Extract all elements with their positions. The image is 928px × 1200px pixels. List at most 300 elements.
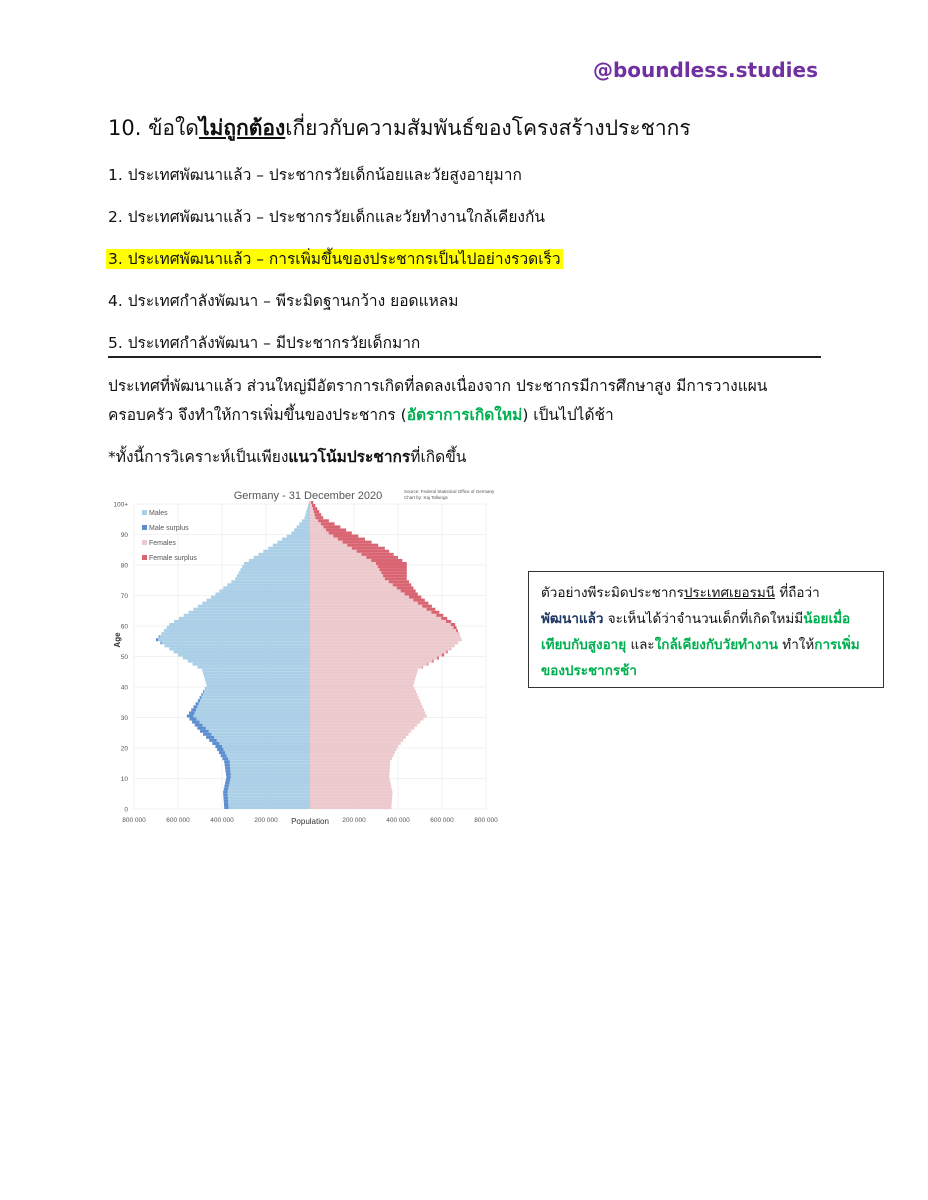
- bar-females: [310, 730, 411, 733]
- bar-male-surplus: [224, 797, 228, 800]
- bar-females: [310, 675, 416, 678]
- legend-female-surplus: Female surplus: [149, 555, 197, 562]
- bar-female-surplus: [383, 574, 407, 577]
- bar-female-surplus: [397, 586, 414, 589]
- bar-females: [310, 800, 392, 803]
- bar-females: [310, 589, 401, 592]
- bar-males: [229, 806, 310, 809]
- bar-females: [310, 687, 415, 690]
- y-tick-label: 30: [120, 715, 128, 722]
- callout-fewer-than-elderly: น้อยเมื่อเทียบกับสูงอายุ: [541, 611, 851, 653]
- bar-females: [310, 608, 427, 611]
- bar-females: [310, 641, 458, 644]
- bar-male-surplus: [224, 788, 228, 791]
- bar-females: [310, 538, 338, 541]
- bar-male-surplus: [200, 730, 209, 733]
- bar-male-surplus: [209, 739, 216, 742]
- bar-male-surplus: [225, 763, 230, 766]
- bar-female-surplus: [321, 522, 335, 525]
- bar-males: [214, 736, 310, 739]
- bar-males: [174, 620, 310, 623]
- bar-female-surplus: [347, 544, 378, 547]
- bar-males: [239, 571, 310, 574]
- question-suffix: เกี่ยวกับความสัมพันธ์ของโครงสร้างประชากร: [285, 116, 691, 140]
- bar-male-surplus: [195, 724, 203, 727]
- bar-female-surplus: [378, 565, 407, 568]
- bar-female-surplus: [357, 550, 390, 553]
- x-tick-label: 600 000: [166, 817, 190, 824]
- bar-females: [310, 565, 378, 568]
- bar-females: [310, 748, 396, 751]
- bar-male-surplus: [200, 696, 202, 699]
- bar-female-surplus: [432, 660, 433, 663]
- bar-male-surplus: [219, 751, 225, 754]
- bar-males: [227, 754, 310, 757]
- bar-female-surplus: [318, 519, 329, 522]
- bar-females: [310, 806, 391, 809]
- bar-females: [310, 547, 352, 550]
- bar-male-surplus: [198, 699, 200, 702]
- bar-males: [197, 666, 310, 669]
- bar-males: [179, 617, 310, 620]
- option-2: 2. ประเทศพัฒนาแล้ว – ประชากรวัยเด็กและวัยทำงานใกล้เคียงกัน: [108, 208, 545, 226]
- bar-male-surplus: [222, 757, 228, 760]
- bar-males: [169, 623, 310, 626]
- bar-females: [310, 571, 381, 574]
- callout-text-7: และ: [626, 637, 655, 653]
- bar-female-surplus: [401, 589, 416, 592]
- bar-male-surplus: [193, 705, 197, 708]
- bar-males: [193, 608, 310, 611]
- bar-male-surplus: [217, 748, 223, 751]
- y-tick-label: 0: [124, 806, 128, 814]
- bar-female-surplus: [442, 653, 444, 656]
- x-tick-label: 800 000: [122, 817, 146, 824]
- bar-females: [310, 519, 318, 522]
- chart-x-axis-label: Population: [291, 817, 329, 826]
- x-tick-label: 600 000: [430, 817, 454, 824]
- y-tick-label: 60: [120, 623, 128, 631]
- bar-females: [310, 782, 391, 785]
- bar-females: [310, 678, 415, 681]
- bar-female-surplus: [446, 620, 451, 623]
- bar-males: [211, 733, 310, 736]
- bar-males: [204, 690, 310, 693]
- callout-text-1: ตัวอย่างพีระมิดประชากร: [541, 585, 684, 601]
- bar-males: [219, 589, 310, 592]
- bar-males: [228, 791, 311, 794]
- bar-females: [310, 513, 315, 516]
- bar-females: [310, 788, 392, 791]
- explanation: [108, 372, 828, 430]
- chart-legend: [142, 510, 197, 562]
- bar-males: [200, 699, 310, 702]
- bar-females: [310, 751, 395, 754]
- note-bold: แนวโน้มประชากร: [288, 448, 411, 466]
- bar-males: [249, 559, 310, 562]
- bar-females: [310, 541, 343, 544]
- bar-female-surplus: [413, 599, 424, 602]
- bar-female-surplus: [366, 556, 398, 559]
- x-tick-label: 200 000: [342, 817, 366, 824]
- bar-males: [228, 803, 310, 806]
- bar-males: [193, 663, 310, 666]
- bar-males: [230, 763, 310, 766]
- bar-males: [162, 641, 310, 644]
- bar-female-surplus: [380, 568, 407, 571]
- bar-males: [228, 757, 310, 760]
- bar-females: [310, 718, 424, 721]
- option-5: 5. ประเทศกำลังพัฒนา – มีประชากรวัยเด็กมาก: [108, 334, 421, 352]
- bar-females: [310, 745, 398, 748]
- bar-males: [291, 531, 310, 534]
- bar-male-surplus: [212, 742, 219, 745]
- bar-female-surplus: [427, 608, 436, 611]
- bar-male-surplus: [224, 760, 230, 763]
- bar-males: [297, 525, 310, 528]
- bar-females: [310, 586, 397, 589]
- bar-males: [230, 766, 310, 769]
- bar-females: [310, 660, 432, 663]
- bar-females: [310, 766, 390, 769]
- bar-female-surplus: [313, 507, 317, 510]
- bar-female-surplus: [371, 559, 402, 562]
- bar-females: [310, 657, 437, 660]
- bar-male-surplus: [197, 727, 205, 730]
- bar-males: [299, 522, 310, 525]
- bar-females: [310, 553, 361, 556]
- x-tick-label: 400 000: [386, 817, 410, 824]
- bar-females: [310, 531, 329, 534]
- bar-females: [310, 708, 424, 711]
- bar-females: [310, 635, 460, 638]
- bar-males: [206, 727, 310, 730]
- answer-highlight: 3. ประเทศพัฒนาแล้ว – การเพิ่มขึ้นของประชากรเป็นไปอย่างรวดเร็ว: [108, 250, 561, 268]
- callout-text-3: ที่ถือว่า: [775, 585, 820, 601]
- bar-males: [188, 660, 310, 663]
- bar-female-surplus: [437, 657, 439, 660]
- legend-swatch-female-surplus: [142, 555, 147, 560]
- bar-females: [310, 626, 453, 629]
- bar-female-surplus: [409, 596, 421, 599]
- bar-male-surplus: [156, 638, 158, 641]
- legend-swatch-male-surplus: [142, 525, 147, 530]
- bar-females: [310, 775, 389, 778]
- bar-females: [310, 611, 431, 614]
- bar-females: [310, 736, 406, 739]
- bar-male-surplus: [221, 754, 227, 757]
- question-title: [108, 112, 691, 145]
- brand-handle: @boundless.studies: [592, 58, 818, 82]
- bar-males: [307, 507, 310, 510]
- explanation-part1: ประเทศที่พัฒนาแล้ว ส่วนใหญ่มีอัตราการเกิดที่ลดลงเนื่องจาก ประชากรมีการศึกษาสูง มีการวางแผนครอบครัว จึงทำให้การเพิ่มขึ้นของประชากร (: [108, 377, 768, 424]
- bar-female-surplus: [333, 535, 358, 538]
- bar-females: [310, 620, 446, 623]
- bar-males: [231, 580, 310, 583]
- bar-males: [164, 629, 310, 632]
- bar-males: [228, 794, 310, 797]
- bar-males: [225, 751, 310, 754]
- bar-females: [310, 684, 413, 687]
- bar-male-surplus: [224, 803, 228, 806]
- bar-males: [207, 684, 310, 687]
- bar-males: [183, 657, 310, 660]
- bar-females: [310, 599, 413, 602]
- bar-males: [196, 708, 310, 711]
- bar-females: [310, 791, 393, 794]
- bar-females: [310, 614, 436, 617]
- bar-male-surplus: [191, 708, 196, 711]
- bar-female-surplus: [441, 617, 447, 620]
- bar-females: [310, 516, 316, 519]
- bar-males: [254, 556, 310, 559]
- legend-females: Females: [149, 540, 176, 547]
- x-tick-label: 400 000: [210, 817, 234, 824]
- bar-male-surplus: [224, 800, 228, 803]
- bar-males: [165, 644, 310, 647]
- x-tick-label: 200 000: [254, 817, 278, 824]
- bar-males: [200, 721, 310, 724]
- analysis-note: [108, 444, 466, 469]
- bar-females: [310, 797, 392, 800]
- bar-male-surplus: [203, 733, 211, 736]
- y-tick-label: 40: [120, 684, 128, 692]
- bar-females: [310, 556, 366, 559]
- bar-males: [189, 611, 310, 614]
- bar-females: [310, 760, 390, 763]
- bar-males: [199, 702, 310, 705]
- bar-females: [310, 596, 409, 599]
- bar-male-surplus: [226, 769, 231, 772]
- bar-males: [277, 541, 310, 544]
- bar-females: [310, 528, 326, 531]
- bar-males: [204, 675, 310, 678]
- bar-females: [310, 623, 451, 626]
- y-tick-label: 10: [120, 776, 128, 783]
- bar-females: [310, 757, 392, 760]
- bar-male-surplus: [225, 766, 230, 769]
- bar-females: [310, 647, 451, 650]
- y-tick-label: 50: [120, 654, 128, 661]
- bar-female-surplus: [361, 553, 393, 556]
- bar-males: [158, 638, 310, 641]
- bar-males: [230, 760, 310, 763]
- option-1: 1. ประเทศพัฒนาแล้ว – ประชากรวัยเด็กน้อยและวัยสูงอายุมาก: [108, 166, 522, 184]
- bar-males: [287, 535, 310, 538]
- bar-males: [161, 632, 310, 635]
- bar-females: [310, 525, 323, 528]
- population-pyramid-chart: [108, 484, 508, 829]
- bar-males: [294, 528, 310, 531]
- bar-males: [203, 693, 310, 696]
- bar-females: [310, 714, 427, 717]
- bar-females: [310, 605, 422, 608]
- bar-male-surplus: [223, 794, 227, 797]
- bar-females: [310, 592, 405, 595]
- bar-males: [306, 510, 310, 513]
- bar-females: [310, 721, 420, 724]
- bar-males: [169, 647, 310, 650]
- bar-males: [230, 779, 310, 782]
- chart-y-axis-label: Age: [113, 632, 122, 648]
- bar-male-surplus: [226, 775, 230, 778]
- bar-males: [196, 718, 310, 721]
- bar-males: [202, 602, 310, 605]
- bar-males: [193, 714, 310, 717]
- bar-females: [310, 669, 418, 672]
- explanation-callout-box: [528, 571, 884, 688]
- bar-males: [244, 562, 310, 565]
- bar-females: [310, 504, 312, 507]
- bar-males: [228, 800, 310, 803]
- bar-females: [310, 580, 389, 583]
- bar-males: [203, 672, 310, 675]
- bar-males: [242, 565, 310, 568]
- bar-males: [305, 516, 311, 519]
- bar-female-surplus: [323, 525, 340, 528]
- legend-male-surplus: Male surplus: [149, 525, 189, 532]
- bar-male-surplus: [160, 641, 161, 644]
- bar-males: [227, 583, 310, 586]
- bar-females: [310, 754, 393, 757]
- bar-males: [211, 596, 310, 599]
- bar-females: [310, 617, 441, 620]
- bar-males: [184, 614, 310, 617]
- bar-males: [215, 592, 310, 595]
- bar-males: [209, 730, 310, 733]
- bar-male-surplus: [224, 806, 228, 809]
- bar-males: [231, 775, 310, 778]
- bar-female-surplus: [456, 629, 458, 632]
- bar-females: [310, 763, 390, 766]
- bar-females: [310, 696, 419, 699]
- chart-source-line-2: Chart by: Kaj Tallungs: [404, 495, 448, 500]
- bar-males: [219, 742, 310, 745]
- bar-males: [305, 513, 310, 516]
- bar-females: [310, 650, 446, 653]
- bar-male-surplus: [201, 693, 202, 696]
- bar-males: [202, 669, 310, 672]
- bar-females: [310, 690, 416, 693]
- bar-female-surplus: [381, 571, 407, 574]
- bar-females: [310, 785, 391, 788]
- bar-males: [268, 547, 310, 550]
- bar-females: [310, 577, 385, 580]
- bar-males: [178, 653, 310, 656]
- bar-female-surplus: [314, 510, 320, 513]
- bar-females: [310, 681, 414, 684]
- bar-females: [310, 739, 403, 742]
- bar-males: [205, 687, 310, 690]
- chart-title: Germany - 31 December 2020: [233, 490, 383, 502]
- legend-males: Males: [149, 510, 168, 517]
- bar-males: [229, 785, 310, 788]
- bar-females: [310, 702, 421, 705]
- bar-females: [310, 803, 392, 806]
- bar-females: [310, 705, 423, 708]
- bar-males: [223, 586, 310, 589]
- bar-female-surplus: [338, 538, 365, 541]
- bar-female-surplus: [343, 541, 372, 544]
- option-3-correct-answer: [108, 246, 563, 271]
- bar-males: [160, 635, 310, 638]
- legend-swatch-males: [142, 510, 147, 515]
- option-4: 4. ประเทศกำลังพัฒนา – พีระมิดฐานกว้าง ยอดแหลม: [108, 292, 459, 310]
- bar-females: [310, 693, 417, 696]
- bar-males: [228, 788, 310, 791]
- bar-male-surplus: [196, 702, 199, 705]
- question-prefix: 10. ข้อใด: [108, 116, 199, 140]
- bar-female-surplus: [389, 580, 409, 583]
- bar-females: [310, 629, 456, 632]
- chart-source-line-1: Source: Federal Statistical Office of Germany: [404, 489, 495, 494]
- note-suffix: ที่เกิดขึ้น: [410, 448, 467, 466]
- bar-female-surplus: [446, 650, 447, 653]
- bar-female-surplus: [315, 513, 322, 516]
- bar-males: [235, 577, 310, 580]
- bar-males: [167, 626, 310, 629]
- bar-males: [282, 538, 310, 541]
- bar-males: [174, 650, 310, 653]
- bar-female-surplus: [329, 531, 352, 534]
- bar-females: [310, 672, 417, 675]
- legend-swatch-females: [142, 540, 147, 545]
- bar-females: [310, 769, 390, 772]
- bar-female-surplus: [431, 611, 439, 614]
- y-tick-label: 70: [120, 593, 128, 600]
- y-tick-label: 90: [120, 532, 128, 539]
- explanation-highlight: อัตราการเกิดใหม่: [406, 406, 523, 424]
- bar-males: [206, 681, 310, 684]
- bar-females: [310, 663, 427, 666]
- bar-males: [224, 748, 310, 751]
- bar-male-surplus: [226, 779, 230, 782]
- bar-males: [222, 745, 310, 748]
- bar-males: [302, 519, 310, 522]
- bar-female-surplus: [352, 547, 385, 550]
- bar-female-surplus: [427, 663, 428, 666]
- callout-text-9: ทำให้: [778, 637, 815, 653]
- bar-females: [310, 602, 418, 605]
- bar-males: [240, 568, 310, 571]
- bar-female-surplus: [418, 602, 429, 605]
- chart-bars: [156, 501, 462, 809]
- bar-males: [217, 739, 310, 742]
- bar-female-surplus: [436, 614, 443, 617]
- note-prefix: *ทั้งนี้การวิเคราะห์เป็นเพียง: [108, 448, 289, 466]
- y-tick-label: 100+: [113, 501, 128, 509]
- bar-males: [203, 724, 310, 727]
- question-emphasis: ไม่ถูกต้อง: [198, 116, 286, 140]
- bar-females: [310, 711, 425, 714]
- bar-females: [310, 522, 321, 525]
- y-tick-label: 20: [120, 745, 128, 753]
- bar-female-surplus: [316, 516, 324, 519]
- bar-males: [229, 782, 310, 785]
- bar-female-surplus: [376, 562, 407, 565]
- bar-male-surplus: [224, 785, 228, 788]
- bar-female-surplus: [393, 583, 411, 586]
- bar-males: [205, 678, 310, 681]
- callout-slow-growth: การเพิ่มของประชากรช้า: [541, 637, 860, 679]
- bar-females: [310, 544, 347, 547]
- bar-male-surplus: [159, 635, 160, 638]
- bar-females: [310, 699, 420, 702]
- bar-females: [310, 632, 459, 635]
- bar-males: [230, 769, 310, 772]
- bar-males: [308, 504, 310, 507]
- bar-male-surplus: [206, 736, 214, 739]
